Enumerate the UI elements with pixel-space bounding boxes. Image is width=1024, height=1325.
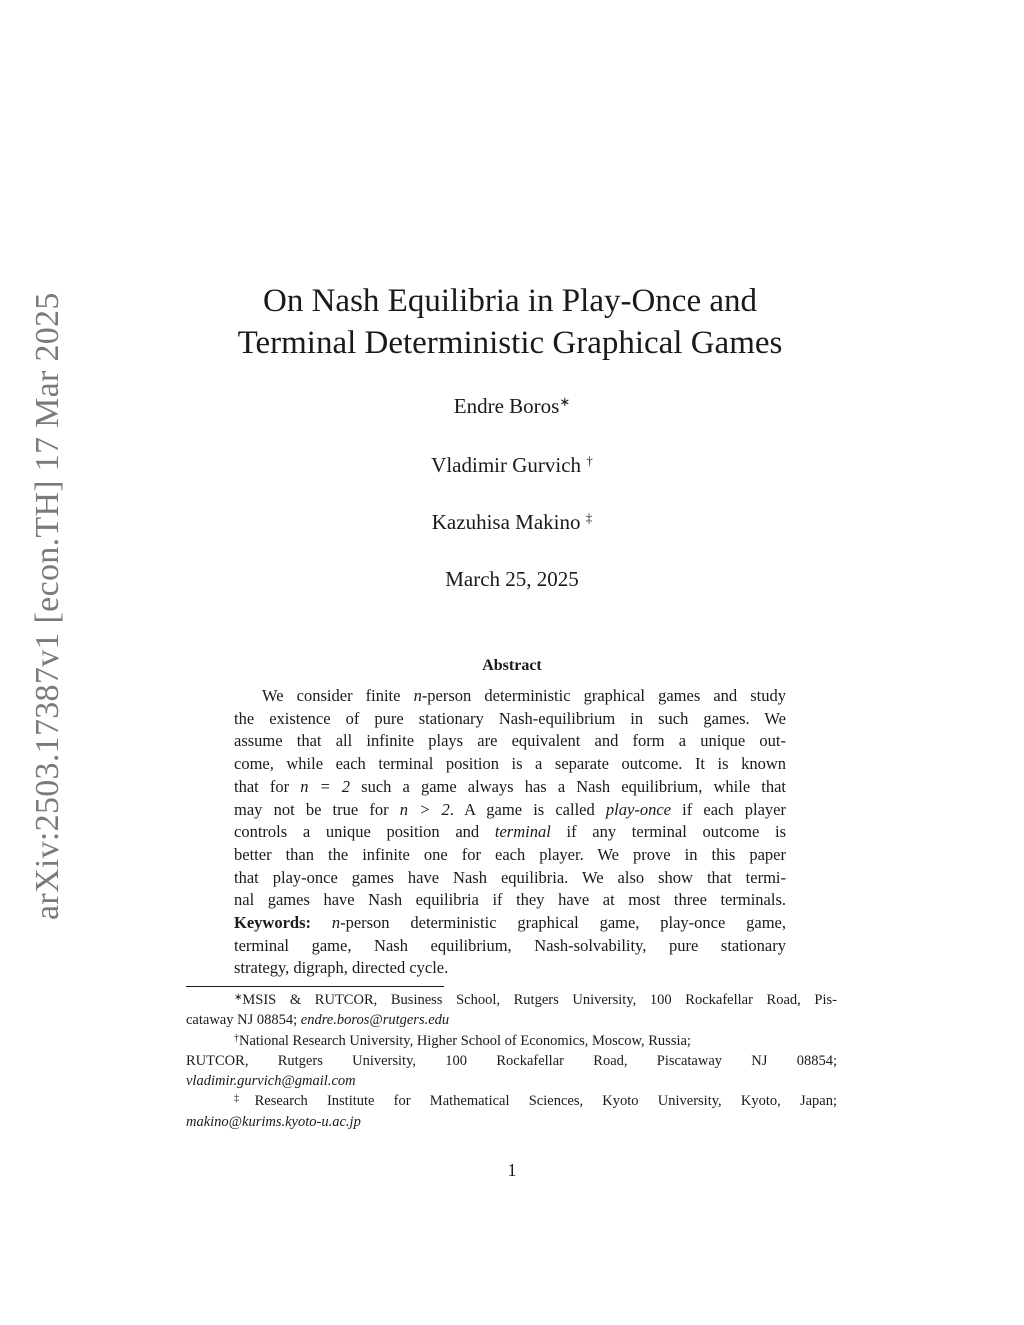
paper-title — [150, 280, 870, 364]
abstract-line: may not be true for n > 2. A game is called play-once if each player — [234, 799, 786, 819]
author-footnote-mark: ∗ — [559, 394, 571, 409]
abstract-line: that for n = 2 such a game always has a Nash equilibrium, while that — [234, 776, 786, 796]
author-name: Endre Boros — [453, 394, 560, 418]
keywords-line: strategy, digraph, directed cycle. — [234, 958, 449, 978]
footnotes — [186, 990, 837, 1132]
abstract-heading: Abstract — [482, 657, 542, 674]
footnote-1-line: ∗MSIS & RUTCOR, Business School, Rutgers University, 100 Rockafellar Road, Pis- — [234, 992, 837, 1008]
page-number: 1 — [507, 1160, 517, 1180]
author-footnote-mark: ‡ — [585, 510, 593, 525]
title-line-1: On Nash Equilibria in Play-Once and — [263, 283, 757, 319]
abstract-line: better than the infinite one for each player. We prove in this paper — [234, 844, 786, 864]
abstract-line: We consider finite n-person deterministic graphical games and study — [262, 686, 786, 705]
footnote-1-line: cataway NJ 08854; endre.boros@rutgers.edu — [186, 1012, 450, 1029]
abstract-line: the existence of pure stationary Nash-equilibrium in such games. We — [234, 708, 786, 728]
author-name: Kazuhisa Makino — [431, 510, 581, 534]
abstract-body — [234, 685, 786, 980]
footnote-divider — [186, 986, 444, 987]
abstract-line: come, while each terminal position is a separate outcome. It is known — [234, 754, 786, 774]
author-footnote-mark: † — [586, 453, 593, 468]
email-gurvich: vladimir.gurvich@gmail.com — [186, 1073, 356, 1090]
author-gurvich — [262, 452, 762, 478]
keywords-line: Keywords: n-person deterministic graphical game, play-once game, — [234, 913, 786, 933]
footnote-2-line: RUTCOR, Rutgers University, 100 Rockafellar Road, Piscataway NJ 08854; — [186, 1052, 837, 1069]
title-line-2: Terminal Deterministic Graphical Games — [237, 325, 783, 361]
email-boros: endre.boros@rutgers.edu — [300, 1012, 450, 1029]
author-name: Vladimir Gurvich — [431, 453, 582, 477]
paper-date: March 25, 2025 — [445, 567, 579, 591]
abstract-line: nal games have Nash equilibria if they have at most three terminals. — [234, 890, 786, 910]
abstract-line: assume that all infinite plays are equivalent and form a unique out- — [234, 731, 786, 751]
email-makino: makino@kurims.kyoto-u.ac.jp — [186, 1113, 361, 1130]
keywords-line: terminal game, Nash equilibrium, Nash-solvability, pure stationary — [234, 935, 786, 955]
abstract-line: that play-once games have Nash equilibria. We also show that termi- — [234, 867, 786, 887]
footnote-2-line: †National Research University, Higher School of Economics, Moscow, Russia; — [234, 1032, 691, 1049]
footnote-3-line: ‡Research Institute for Mathematical Sciences, Kyoto University, Kyoto, Japan; — [234, 1093, 838, 1110]
keywords-label: Keywords: — [234, 913, 311, 933]
abstract-line: controls a unique position and terminal if any terminal outcome is — [234, 822, 787, 842]
author-makino — [262, 509, 762, 535]
author-boros — [262, 393, 762, 419]
arxiv-identifier-stamp: arXiv:2503.17387v1 [econ.TH] 17 Mar 2025 — [29, 292, 66, 920]
